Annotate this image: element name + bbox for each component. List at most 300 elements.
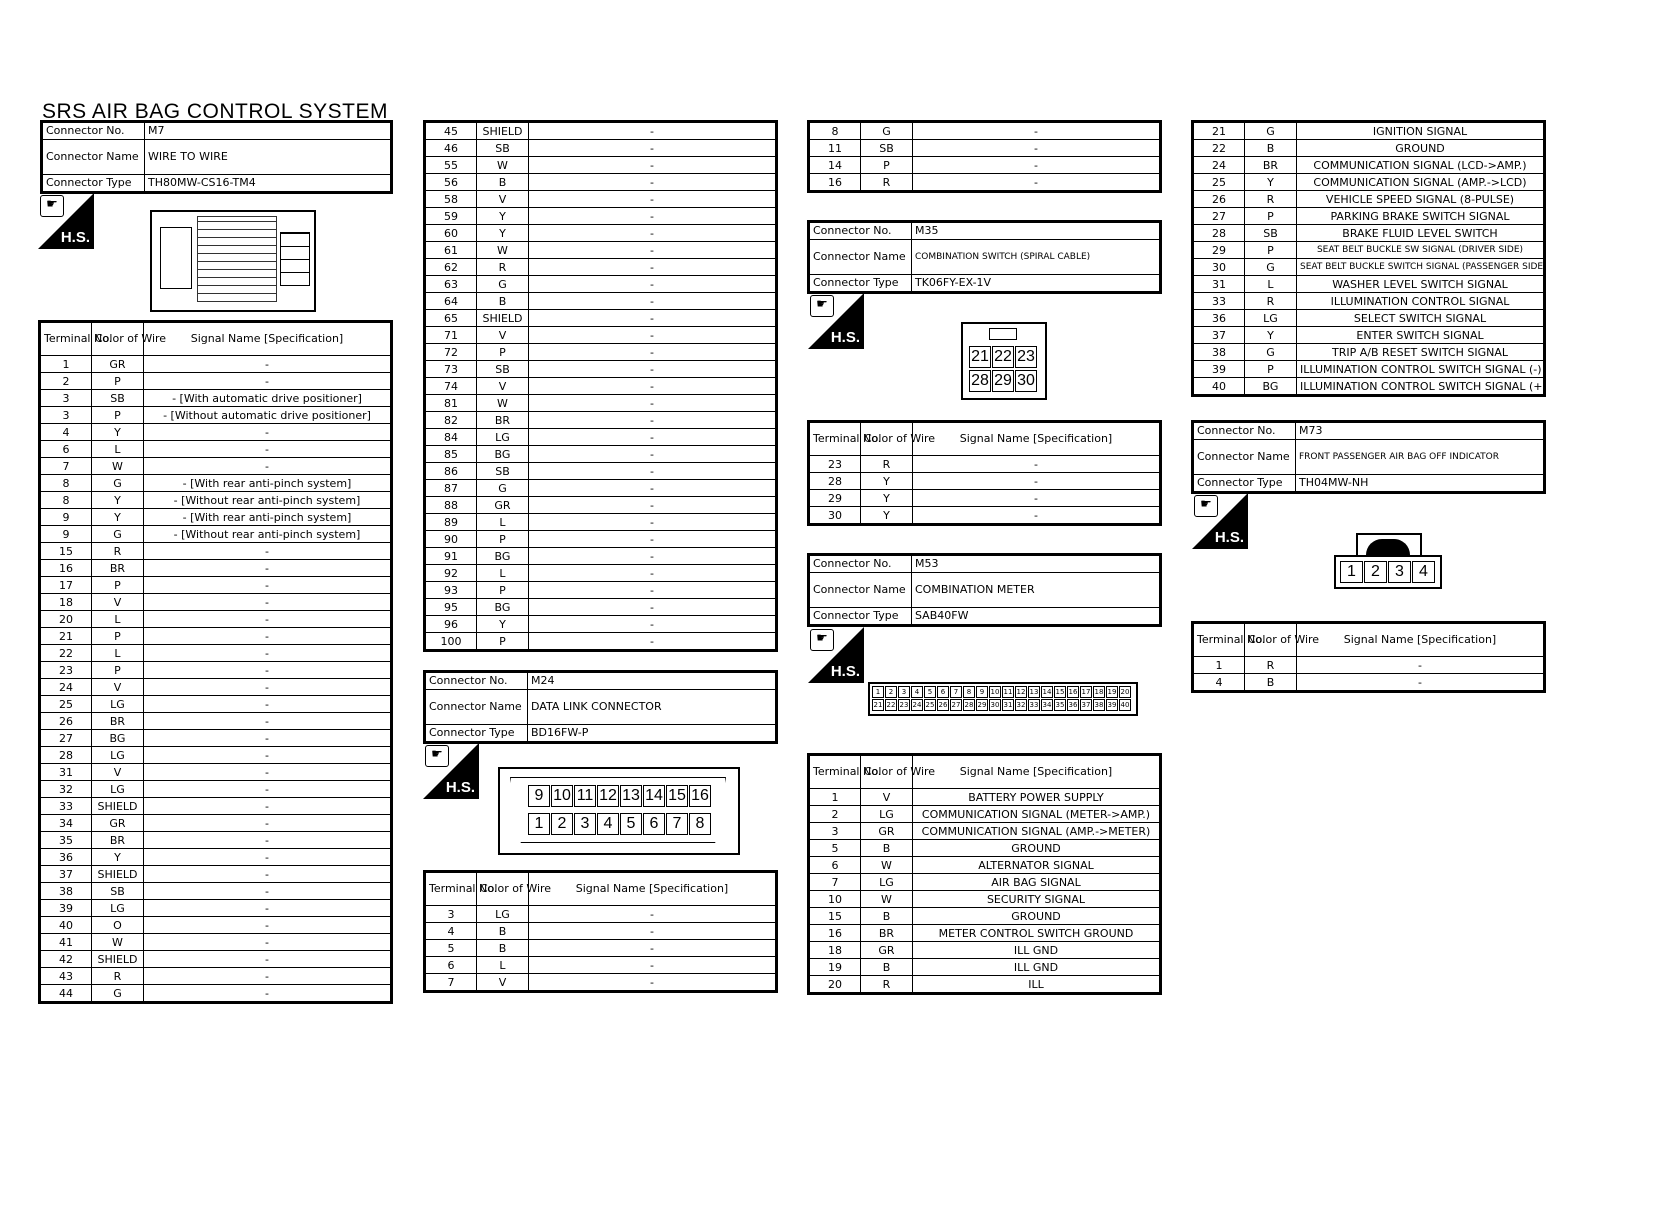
wire-color: BR: [92, 832, 144, 849]
wire-color: LG: [92, 900, 144, 917]
terminal-no: 22: [1193, 140, 1245, 157]
m7-connector-name: WIRE TO WIRE: [145, 140, 392, 175]
table-row: [40, 798, 392, 815]
terminal-no: 8: [40, 475, 92, 492]
connector-pin: 2: [885, 686, 897, 698]
connector-pin: 19: [1107, 688, 1117, 696]
signal-name: -: [913, 507, 1161, 525]
m7-pin-table-b: [423, 120, 778, 652]
signal-name: -: [529, 208, 777, 225]
table-row: [1193, 191, 1545, 208]
wire-color: Y: [92, 509, 144, 526]
wire-color: L: [477, 514, 529, 531]
connector-pin: 15: [1055, 688, 1065, 696]
table-row: [809, 174, 1161, 192]
table-row: [1193, 361, 1545, 378]
connector-pin: 28: [969, 370, 991, 392]
m73-connector-type: TH04MW-NH: [1296, 475, 1545, 493]
signal-name: -: [144, 900, 392, 917]
signal-name: -: [529, 548, 777, 565]
table-row: [40, 475, 392, 492]
terminal-no: 62: [425, 259, 477, 276]
terminal-no: 8: [40, 492, 92, 509]
table-row: [1193, 174, 1545, 191]
table-row: [425, 242, 777, 259]
connector-pin: 3: [574, 813, 596, 835]
table-row: [425, 122, 777, 140]
wire-color: Y: [1245, 174, 1297, 191]
hs-icon: ☛ H.S.: [1192, 493, 1248, 549]
signal-name: -: [529, 327, 777, 344]
terminal-no: 73: [425, 361, 477, 378]
table-row: [40, 934, 392, 951]
connector-pin: 13: [620, 785, 642, 807]
hand-icon: ☛: [40, 195, 64, 217]
signal-header: Signal Name [Specification]: [913, 422, 1161, 456]
table-row: [809, 456, 1161, 473]
wire-color: BR: [1245, 157, 1297, 174]
wire-color: V: [477, 378, 529, 395]
connector-pin: 13: [1029, 688, 1039, 696]
connector-pin: 22: [886, 701, 896, 709]
table-row: [425, 616, 777, 633]
wire-color: Y: [92, 849, 144, 866]
table-row: [425, 378, 777, 395]
m24-connector-no: M24: [528, 672, 777, 690]
table-row: [425, 514, 777, 531]
terminal-no: 20: [40, 611, 92, 628]
wire-color: Y: [1245, 327, 1297, 344]
m73-pin-table: [1191, 621, 1546, 693]
wire-color: R: [92, 968, 144, 985]
table-row: [40, 815, 392, 832]
m35-info: [807, 220, 1162, 294]
table-row: [809, 959, 1161, 976]
signal-name: -: [144, 883, 392, 900]
wire-color: W: [477, 242, 529, 259]
signal-header: Signal Name [Specification]: [913, 755, 1161, 789]
table-row: [809, 806, 1161, 823]
wire-color: L: [1245, 276, 1297, 293]
signal-name: ILLUMINATION CONTROL SWITCH SIGNAL (+): [1297, 378, 1545, 396]
table-row: [1193, 276, 1545, 293]
table-row: [40, 577, 392, 594]
wire-color: SHIELD: [92, 798, 144, 815]
label: Connector Name: [42, 140, 145, 175]
m53-pin-table-b: [1191, 120, 1546, 397]
table-row: [40, 441, 392, 458]
table-row: [425, 463, 777, 480]
label: Connector No.: [1193, 422, 1296, 440]
wire-color: SB: [1245, 225, 1297, 242]
table-row: [40, 713, 392, 730]
signal-name: -: [529, 480, 777, 497]
connector-pin: 3: [898, 686, 910, 698]
table-row: [40, 951, 392, 968]
wire-color: L: [92, 441, 144, 458]
wire-color: SHIELD: [92, 951, 144, 968]
connector-pin: 25: [925, 701, 935, 709]
color-header: Color of Wire: [477, 872, 529, 906]
wire-color: W: [477, 395, 529, 412]
wire-color: R: [92, 543, 144, 560]
signal-name: COMMUNICATION SIGNAL (LCD->AMP.): [1297, 157, 1545, 174]
terminal-no: 33: [1193, 293, 1245, 310]
connector-pin: 2: [1364, 561, 1387, 583]
signal-name: ENTER SWITCH SIGNAL: [1297, 327, 1545, 344]
wire-color: G: [477, 276, 529, 293]
connector-pin: 14: [1042, 688, 1052, 696]
wire-color: G: [92, 985, 144, 1003]
connector-pin: 22: [992, 346, 1014, 368]
table-row: [40, 560, 392, 577]
signal-name: -: [144, 985, 392, 1003]
signal-name: -: [144, 441, 392, 458]
terminal-no: 56: [425, 174, 477, 191]
wire-color: GR: [477, 497, 529, 514]
color-header: Color of Wire: [92, 322, 144, 356]
terminal-no: 6: [809, 857, 861, 874]
label: Connector Name: [809, 240, 912, 275]
signal-name: -: [529, 395, 777, 412]
table-row: [425, 582, 777, 599]
signal-header: Signal Name [Specification]: [1297, 623, 1545, 657]
table-row: [1193, 208, 1545, 225]
signal-name: -: [144, 934, 392, 951]
signal-name: -: [1297, 657, 1545, 674]
connector-pin: 15: [666, 785, 688, 807]
table-row: [40, 594, 392, 611]
terminal-no: 2: [809, 806, 861, 823]
table-row: [809, 942, 1161, 959]
wire-color: B: [477, 940, 529, 957]
connector-pin: 31: [1003, 701, 1013, 709]
signal-name: -: [529, 361, 777, 378]
terminal-no: 89: [425, 514, 477, 531]
signal-name: -: [529, 378, 777, 395]
table-row: [809, 157, 1161, 174]
wire-color: SHIELD: [477, 310, 529, 327]
connector-pin: 29: [992, 370, 1014, 392]
m53-connector-diagram: [868, 682, 1138, 716]
signal-name: -: [529, 974, 777, 992]
wire-color: BR: [92, 560, 144, 577]
wire-color: G: [92, 475, 144, 492]
terminal-no: 24: [1193, 157, 1245, 174]
terminal-no: 17: [40, 577, 92, 594]
terminal-no: 21: [40, 628, 92, 645]
terminal-no: 41: [40, 934, 92, 951]
terminal-header: Terminal No.: [1193, 623, 1245, 657]
terminal-no: 7: [809, 874, 861, 891]
terminal-no: 55: [425, 157, 477, 174]
signal-name: -: [529, 633, 777, 651]
table-row: [425, 310, 777, 327]
table-row: [1193, 225, 1545, 242]
connector-pin: 7: [950, 686, 962, 698]
terminal-no: 65: [425, 310, 477, 327]
wire-color: L: [477, 565, 529, 582]
wire-color: Y: [477, 616, 529, 633]
table-row: [809, 857, 1161, 874]
connector-pin: 4: [597, 813, 619, 835]
m24-connector-type: BD16FW-P: [528, 725, 777, 743]
terminal-no: 8: [809, 122, 861, 140]
table-row: [425, 599, 777, 616]
wire-color: BG: [477, 446, 529, 463]
wire-color: V: [861, 789, 913, 806]
wire-color: G: [1245, 122, 1297, 140]
table-row: [425, 327, 777, 344]
wire-color: SB: [477, 463, 529, 480]
terminal-no: 88: [425, 497, 477, 514]
signal-name: COMMUNICATION SIGNAL (AMP.->METER): [913, 823, 1161, 840]
wire-color: Y: [92, 492, 144, 509]
signal-name: AIR BAG SIGNAL: [913, 874, 1161, 891]
signal-name: -: [913, 174, 1161, 192]
connector-pin: 2: [551, 813, 573, 835]
terminal-no: 72: [425, 344, 477, 361]
terminal-no: 28: [40, 747, 92, 764]
wire-color: GR: [861, 942, 913, 959]
terminal-no: 31: [1193, 276, 1245, 293]
connector-pin: 12: [1016, 688, 1026, 696]
m35-connector-diagram: [961, 322, 1047, 400]
terminal-no: 27: [1193, 208, 1245, 225]
signal-name: - [With rear anti-pinch system]: [144, 475, 392, 492]
signal-name: -: [144, 645, 392, 662]
signal-name: ILLUMINATION CONTROL SIGNAL: [1297, 293, 1545, 310]
terminal-no: 40: [1193, 378, 1245, 396]
terminal-no: 5: [425, 940, 477, 957]
terminal-header: Terminal No.: [809, 422, 861, 456]
terminal-no: 4: [425, 923, 477, 940]
wire-color: G: [1245, 259, 1297, 276]
wire-color: G: [477, 480, 529, 497]
signal-name: ALTERNATOR SIGNAL: [913, 857, 1161, 874]
table-row: [425, 480, 777, 497]
table-row: [425, 531, 777, 548]
connector-pin: 21: [873, 701, 883, 709]
table-row: [40, 509, 392, 526]
terminal-no: 81: [425, 395, 477, 412]
signal-name: ILLUMINATION CONTROL SWITCH SIGNAL (-): [1297, 361, 1545, 378]
connector-pin: 3: [1388, 561, 1411, 583]
signal-name: -: [529, 429, 777, 446]
signal-name: - [Without automatic drive positioner]: [144, 407, 392, 424]
table-row: [40, 628, 392, 645]
signal-name: BATTERY POWER SUPPLY: [913, 789, 1161, 806]
signal-name: GROUND: [913, 908, 1161, 925]
signal-name: ILL GND: [913, 959, 1161, 976]
terminal-no: 20: [809, 976, 861, 994]
signal-name: -: [144, 917, 392, 934]
terminal-no: 25: [1193, 174, 1245, 191]
terminal-no: 35: [40, 832, 92, 849]
terminal-no: 10: [809, 891, 861, 908]
wire-color: V: [92, 679, 144, 696]
wire-color: LG: [92, 696, 144, 713]
wire-color: P: [1245, 242, 1297, 259]
wire-color: LG: [92, 781, 144, 798]
table-row: [40, 373, 392, 390]
wire-color: SB: [861, 140, 913, 157]
table-row: [425, 293, 777, 310]
connector-pin: 16: [1068, 688, 1078, 696]
signal-name: GROUND: [913, 840, 1161, 857]
terminal-no: 28: [809, 473, 861, 490]
table-row: [809, 908, 1161, 925]
connector-pin: 9: [976, 686, 988, 698]
terminal-no: 39: [40, 900, 92, 917]
page-title: SRS AIR BAG CONTROL SYSTEM: [42, 100, 388, 123]
table-row: [809, 473, 1161, 490]
wire-color: W: [92, 458, 144, 475]
terminal-no: 30: [1193, 259, 1245, 276]
table-row: [425, 906, 777, 923]
terminal-no: 5: [809, 840, 861, 857]
connector-pin: 32: [1016, 701, 1026, 709]
signal-name: VEHICLE SPEED SIGNAL (8-PULSE): [1297, 191, 1545, 208]
wire-color: G: [861, 122, 913, 140]
terminal-no: 59: [425, 208, 477, 225]
wire-color: Y: [861, 507, 913, 525]
terminal-no: 87: [425, 480, 477, 497]
table-row: [425, 446, 777, 463]
terminal-no: 38: [40, 883, 92, 900]
terminal-no: 58: [425, 191, 477, 208]
terminal-no: 25: [40, 696, 92, 713]
wire-color: BR: [477, 412, 529, 429]
terminal-no: 9: [40, 509, 92, 526]
table-row: [40, 356, 392, 373]
color-header: Color of Wire: [1245, 623, 1297, 657]
wire-color: P: [861, 157, 913, 174]
signal-name: -: [144, 679, 392, 696]
table-row: [425, 923, 777, 940]
table-row: [809, 507, 1161, 525]
signal-name: -: [144, 560, 392, 577]
table-row: [40, 968, 392, 985]
wire-color: Y: [477, 208, 529, 225]
terminal-no: 19: [809, 959, 861, 976]
table-row: [809, 891, 1161, 908]
signal-name: -: [529, 531, 777, 548]
wire-color: B: [477, 174, 529, 191]
signal-name: SECURITY SIGNAL: [913, 891, 1161, 908]
signal-name: -: [529, 412, 777, 429]
table-row: [40, 679, 392, 696]
wire-color: R: [861, 456, 913, 473]
terminal-no: 24: [40, 679, 92, 696]
wire-color: L: [92, 645, 144, 662]
hand-icon: ☛: [810, 295, 834, 317]
signal-name: -: [144, 543, 392, 560]
label: Connector No.: [425, 672, 528, 690]
m73-connector-name: FRONT PASSENGER AIR BAG OFF INDICATOR: [1296, 440, 1545, 475]
table-row: [1193, 310, 1545, 327]
color-header: Color of Wire: [861, 755, 913, 789]
connector-pin: 1: [528, 813, 550, 835]
signal-name: -: [144, 798, 392, 815]
signal-name: -: [144, 594, 392, 611]
terminal-header: Terminal No.: [425, 872, 477, 906]
signal-name: SEAT BELT BUCKLE SWITCH SIGNAL (PASSENGER SIDE): [1297, 259, 1545, 276]
table-row: [40, 696, 392, 713]
wire-color: Y: [861, 473, 913, 490]
connector-pin: 11: [1003, 688, 1013, 696]
table-row: [809, 976, 1161, 994]
label: Connector Name: [1193, 440, 1296, 475]
table-row: [1193, 327, 1545, 344]
terminal-no: 91: [425, 548, 477, 565]
table-row: [40, 781, 392, 798]
table-row: [425, 140, 777, 157]
m7-info: [40, 120, 393, 194]
m35-connector-no: M35: [912, 222, 1161, 240]
wire-color: SB: [92, 883, 144, 900]
terminal-no: 34: [40, 815, 92, 832]
wire-color: V: [92, 594, 144, 611]
color-header: Color of Wire: [861, 422, 913, 456]
signal-name: - [With rear anti-pinch system]: [144, 509, 392, 526]
connector-pin: 33: [1029, 701, 1039, 709]
terminal-no: 38: [1193, 344, 1245, 361]
signal-name: -: [144, 373, 392, 390]
table-row: [40, 900, 392, 917]
connector-pin: 29: [977, 701, 987, 709]
table-row: [40, 390, 392, 407]
terminal-no: 71: [425, 327, 477, 344]
connector-pin: 12: [597, 785, 619, 807]
signal-name: SEAT BELT BUCKLE SW SIGNAL (DRIVER SIDE): [1297, 242, 1545, 259]
terminal-no: 43: [40, 968, 92, 985]
connector-pin: 24: [912, 701, 922, 709]
signal-name: -: [529, 122, 777, 140]
terminal-no: 85: [425, 446, 477, 463]
terminal-no: 36: [40, 849, 92, 866]
wire-color: B: [1245, 140, 1297, 157]
signal-name: ILL GND: [913, 942, 1161, 959]
table-row: [425, 191, 777, 208]
signal-name: -: [913, 473, 1161, 490]
wire-color: Y: [92, 424, 144, 441]
wire-color: P: [1245, 361, 1297, 378]
m53-connector-name: COMBINATION METER: [912, 573, 1161, 608]
table-row: [425, 259, 777, 276]
wire-color: BG: [1245, 378, 1297, 396]
signal-name: -: [529, 174, 777, 191]
wire-color: R: [1245, 293, 1297, 310]
wire-color: R: [861, 174, 913, 192]
table-row: [425, 225, 777, 242]
signal-name: -: [144, 713, 392, 730]
terminal-no: 92: [425, 565, 477, 582]
signal-name: SELECT SWITCH SIGNAL: [1297, 310, 1545, 327]
signal-name: -: [144, 815, 392, 832]
signal-name: -: [529, 259, 777, 276]
hand-icon: ☛: [1194, 495, 1218, 517]
wire-color: SHIELD: [477, 122, 529, 140]
terminal-no: 21: [1193, 122, 1245, 140]
connector-pin: 37: [1081, 701, 1091, 709]
m7-connector-diagram: [150, 210, 316, 312]
terminal-no: 26: [1193, 191, 1245, 208]
terminal-no: 6: [425, 957, 477, 974]
table-row: [809, 823, 1161, 840]
table-row: [809, 490, 1161, 507]
connector-pin: 8: [963, 686, 975, 698]
